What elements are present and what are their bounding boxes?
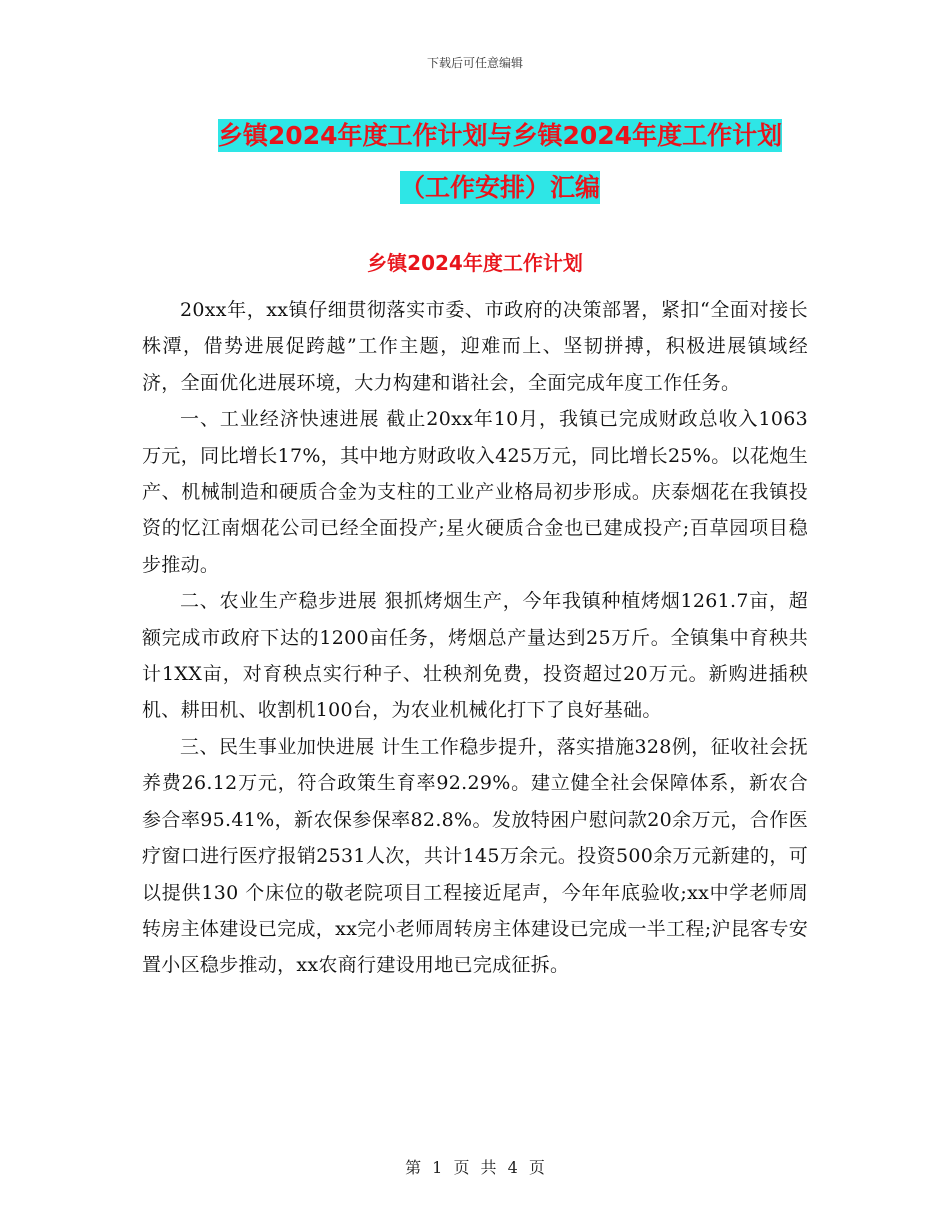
document-title-line-2: （工作安排）汇编: [399, 173, 600, 202]
document-title: [120, 110, 880, 214]
header-note: 下载后可任意编辑: [426, 56, 523, 70]
page-footer: 第 1 页 共 4 页: [405, 1158, 545, 1177]
paragraph-intro: 20xx年，xx镇仔细贯彻落实市委、市政府的决策部署，紧扣“全面对接长株潭，借势进展促跨越”工作主题，迎难而上、坚韧拼搏，积极进展镇域经济，全面优化进展环境，大力构建和谐社会，全面完成年度工作任务。: [142, 299, 808, 394]
paragraph-agriculture: 二、农业生产稳步进展 狠抓烤烟生产，今年我镇种植烤烟1261.7亩，超额完成市政府下达的1200亩任务，烤烟总产量达到25万斤。全镇集中育秧共计1XX亩，对育秧点实行种子、壮秧剂免费，投资超过20万元。新购进插秧机、耕田机、收割机100台，为农业机械化打下了良好基础。: [142, 590, 808, 722]
document-title-line-1: 乡镇2024年度工作计划与乡镇2024年度工作计划: [217, 121, 783, 150]
document-body: [142, 292, 808, 984]
section-title: 乡镇2024年度工作计划: [367, 251, 583, 275]
paragraph-industry: 一、工业经济快速进展 截止20xx年10月，我镇已完成财政总收入1063万元，同比增长17%，其中地方财政收入425万元，同比增长25%。以花炮生产、机械制造和硬质合金为支柱的工业产业格局初步形成。庆泰烟花在我镇投资的忆江南烟花公司已经全面投产;星火硬质合金也已建成投产;百草园项目稳步推动。: [142, 408, 808, 576]
paragraph-livelihood: 三、民生事业加快进展 计生工作稳步提升，落实措施328例，征收社会抚养费26.12万元，符合政策生育率92.29%。建立健全社会保障体系，新农合参合率95.41%，新农保参保率82.8%。发放特困户慰问款20余万元，合作医疗窗口进行医疗报销2531人次，共计145万余元。投资500余万元新建的，可以提供130 个床位的敬老院项目工程接近尾声，今年年底验收;xx中学老师周转房主体建设已完成，xx完小老师周转房主体建设已完成一半工程;沪昆客专安置小区稳步推动，xx农商行建设用地已完成征拆。: [142, 735, 808, 977]
